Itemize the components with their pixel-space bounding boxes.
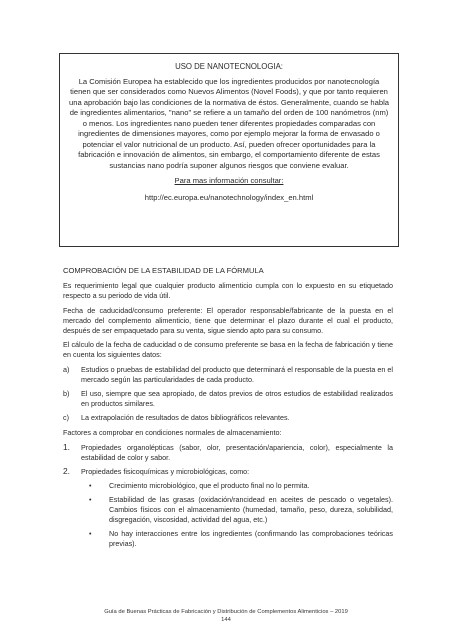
paragraph-legal: Es requerimiento legal que cualquier producto alimenticio cumpla con lo expuesto en su etiquetado respecto a su periodo de vida útil. bbox=[63, 280, 393, 300]
paragraph-factors: Factores a comprobar en condiciones normales de almacenamiento: bbox=[63, 427, 282, 437]
bullet-marker: • bbox=[89, 529, 92, 539]
list-item bbox=[63, 365, 393, 385]
list-item-text: Crecimiento microbiológico, que el producto final no lo permita. bbox=[109, 481, 310, 491]
list-marker: 1. bbox=[63, 441, 70, 452]
alpha-list bbox=[63, 365, 393, 423]
list-item bbox=[81, 495, 393, 525]
list-item-text: No hay interacciones entre los ingredientes (confirmando las comprobaciones teóricas previas). bbox=[109, 529, 393, 548]
more-info-link[interactable]: Para mas información consultar: bbox=[174, 176, 284, 185]
list-item bbox=[63, 413, 393, 423]
list-item bbox=[63, 443, 393, 463]
list-item-text: Propiedades organolépticas (sabor, olor, presentación/apariencia, color), especialmente la estabilidad de color y sabor. bbox=[81, 442, 393, 462]
paragraph-expiry: Fecha de caducidad/consumo preferente: El operador responsable/fabricante de la puesta en el mercado del complemento alimenticio, tiene que determinar el plazo durante el cual el producto, después de ser empaquetado para su venta, sigue siendo apto para su consumo. bbox=[63, 305, 393, 335]
paragraph-calculation: El cálculo de la fecha de caducidad o de consumo preferente se basa en la fecha de fabricación y tiene en cuenta los siguientes datos: bbox=[63, 340, 393, 360]
bullet-list bbox=[81, 481, 393, 548]
list-item-text: La extrapolación de resultados de datos bibliográficos relevantes. bbox=[81, 412, 290, 422]
list-item-text: Propiedades fisicoquímicas y microbiológicas, como: bbox=[81, 466, 250, 476]
footer-title: Guía de Buenas Prácticas de Fabricación y Distribución de Complementos Alimenticios – 2019 bbox=[104, 609, 348, 615]
list-item-text: Estudios o pruebas de estabilidad del producto que determinará el responsable de la puesta en el mercado según las particularidades de cada producto. bbox=[81, 365, 393, 385]
list-item bbox=[63, 389, 393, 409]
nanotechnology-box bbox=[59, 53, 399, 247]
url-link[interactable]: http://ec.europa.eu/nanotechnology/index_en.html bbox=[144, 192, 314, 202]
page-footer bbox=[40, 608, 412, 624]
list-item bbox=[81, 481, 393, 491]
box-title: USO DE NANOTECNOLOGIA: bbox=[175, 62, 283, 71]
list-item-text: El uso, siempre que sea apropiado, de datos previos de otros estudios de estabilidad realizados en productos similares. bbox=[81, 389, 393, 408]
section-title: COMPROBACIÓN DE LA ESTABILIDAD DE LA FÓRMULA bbox=[63, 266, 264, 275]
numbered-list bbox=[63, 443, 393, 553]
list-marker: c) bbox=[63, 412, 69, 422]
list-item bbox=[81, 529, 393, 549]
page-number: 144 bbox=[221, 617, 231, 623]
bullet-marker: • bbox=[89, 481, 92, 491]
stability-section bbox=[63, 266, 393, 557]
list-marker: a) bbox=[63, 365, 70, 375]
list-item bbox=[63, 467, 393, 553]
list-marker: 2. bbox=[63, 465, 70, 476]
bullet-marker: • bbox=[89, 495, 92, 505]
list-marker: b) bbox=[63, 389, 70, 399]
list-item-text: Estabilidad de las grasas (oxidación/rancidead en aceites de pescado o vegetales). Cambios físicos con el almacenamiento (humedad, tamaño, peso, dureza, solubilidad, disgregación, viscosidad, actividad del agua, etc.) bbox=[109, 495, 393, 525]
box-body: La Comisión Europea ha establecido que los ingredientes producidos por nanotecnología tienen que ser considerados como Nuevos Alimentos (Novel Foods), y que por tanto requieren una aprobación bajo las condiciones de la normativa de éstos. Generalmente, cuando se habla de ingredientes alimentarios, "nano" se refiere a un tamaño del orden de 100 nanómetros (nm) o menos. Los ingredientes nano pueden tener diferentes propiedades comparadas con ingredientes de dimensiones mayores, como por ejemplo mejorar la forma de envasado o potenciar el valor nutricional de un producto. Así, pueden ofrecer oportunidades para la fabricación e innovación de alimentos, sin embargo, el comportamiento diferente de estas sustancias nano podría suponer algunos riesgos que conviene evaluar. bbox=[69, 76, 389, 170]
